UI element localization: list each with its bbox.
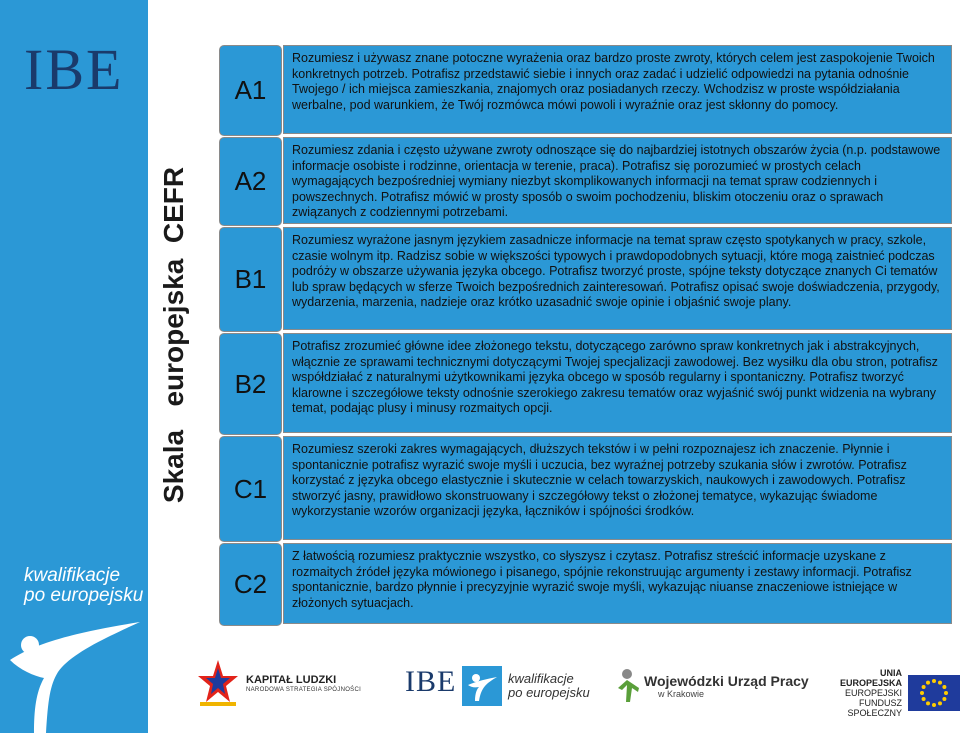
kwalifikacje-footer-line2: po europejsku [508,685,590,700]
level-description-b2: Potrafisz zrozumieć główne idee złożonego tekstu, dotyczącego zarówno spraw konkretnych jak i abstrakcyjnych, włącznie ze sprawami technicznymi dotyczącymi Twojej specjalizacji zawodowej. Bez wysiłku dla obu stron, potrafisz współdziałać z naturalnymi użytkownikami języka obcego w sposób regularny i spontaniczny. Potrafisz tworzyć klarowne i szczegółowe teksty odnośnie szerokiego zakresu tematów oraz wyjaśnić swój punkt widzenia na wybrany temat, podając plusy i minusy rozmaitych opcji. [283,333,952,433]
tagline-line1: kwalifikacje [24,565,121,586]
ibe-footer-text: IBE [405,665,457,698]
eu-line3: FUNDUSZ SPOŁECZNY [847,698,902,718]
cefr-vertical-title: Skala europejska CEFR [158,166,189,504]
ibe-logo: IBE [24,37,124,102]
kwalifikacje-figure-icon [462,666,502,706]
level-description-b1: Rozumiesz wyrażone jasnym językiem zasadnicze informacje na temat spraw często spotykanych w pracy, szkole, czasie wolnym itp. Radzisz sobie w większości typowych i prawdopodobnych sytuacji, które mogą zaistnieć podczas podróży w obszarze używania języka obcego. Potrafisz tworzyć proste, spójne teksty dotyczące znanych Ci tematów lub spraw będących w sferze Twoich bezpośrednich zainteresowań. Potrafisz opisać swoje doświadczenia, przygody, wydarzenia, marzenia, nadzieje oraz krótko uzasadnić swoje opinie i objaśnić swoje plany. [283,227,952,330]
wup-figure-icon [614,668,640,704]
level-code-a1: A1 [219,45,282,136]
kapital-ludzki-subtitle: NARODOWA STRATEGIA SPÓJNOŚCI [246,686,362,693]
tagline-line2: po europejsku [24,585,144,606]
level-description-a1: Rozumiesz i używasz znane potoczne wyrażenia oraz bardzo proste zwroty, których celem jest zaspokojenie Twoich konkretnych potrzeb. Potrafisz przedstawić siebie i innych oraz zadać i udzielić odpowiedzi na pytania odnośnie Twojego / ich miejsca zamieszkania, znajomych oraz posiadanych rzeczy. Wchodzisz w proste współdziałania werbalne, pod warunkiem, że Twój rozmówca mówi powoli i wyraźnie oraz jest skłonny do pomocy. [283,45,952,134]
level-code-c2: C2 [219,543,282,626]
ibe-footer-logo [405,665,456,699]
kwalifikacje-footer-line1: kwalifikacje [508,671,574,686]
kapital-ludzki-logo [198,658,361,708]
kwalifikacje-logo [24,566,143,606]
level-code-a2: A2 [219,137,282,226]
level-code-b1: B1 [219,227,282,332]
kwalifikacje-footer-logo [462,666,590,706]
wup-subtitle: w Krakowie [658,689,705,699]
eu-line1: UNIA EUROPEJSKA [839,668,902,688]
wup-logo [614,668,809,704]
eu-logo [820,668,960,718]
level-code-b2: B2 [219,333,282,435]
sidebar [0,0,148,733]
kapital-ludzki-star-icon [198,658,238,708]
eu-line2: EUROPEJSKI [844,688,902,698]
kapital-ludzki-title: KAPITAŁ LUDZKI [246,673,337,686]
eu-flag-icon [908,675,960,711]
footer-logos [0,640,960,733]
level-description-c2: Z łatwością rozumiesz praktycznie wszystko, co słyszysz i czytasz. Potrafisz streścić informacje uzyskane z rozmaitych źródeł języka mówionego i pisanego, spójnie rekonstruując argumenty i zestawy informacji. Potrafisz spontanicznie, bardzo płynnie i precyzyjnie wyrazić swoje myśli, wykazując niuanse znaczeniowe istniejące w złożonych sytuacjach. [283,543,952,624]
level-description-c1: Rozumiesz szeroki zakres wymagających, dłuższych tekstów i w pełni rozpoznajesz ich znaczenie. Płynnie i spontanicznie potrafisz wyrazić swoje myśli i uczucia, bez wyraźnej potrzeby szukania słów i zwrotów. Potrafisz korzystać z języka obcego elastycznie i skutecznie w celach towarzyskich, naukowych i zawodowych. Potrafisz stworzyć jasny, prawidłowo skonstruowany i szczegółowy tekst o złożonej tematyce, wykazując świadome wykorzystanie wzorów organizacji języka, łączników i spójności środków. [283,436,952,540]
wup-title: Wojewódzki Urząd Pracy [644,673,809,689]
level-description-a2: Rozumiesz zdania i często używane zwroty odnoszące się do najbardziej istotnych obszarów życia (n.p. podstawowe informacje osobiste i rodzinne, orientacja w terenie, praca). Potrafisz się porozumieć w prostych celach wymagających bezpośredniej wymiany niezbyt skomplikowanych informacji na temat spraw codziennych i powszechnych. Potrafisz mówić w prosty sposób o swoim pochodzeniu, bliskim otoczeniu oraz o sprawach związanych z codziennymi potrzebami. [283,137,952,224]
level-code-c1: C1 [219,436,282,542]
